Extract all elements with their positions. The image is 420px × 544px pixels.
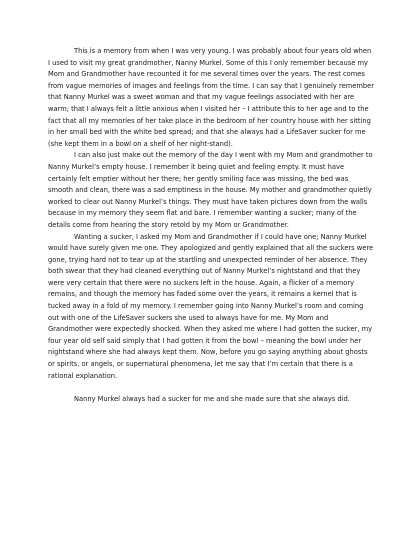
paragraph-2: I can also just make out the memory of the day I went with my Mom and grandmother to Nanny Murkel’s empty house. I remember it being quiet and feeling empty. It must have certainly felt emptier without her there; her gently smiling face was missing, the bed was smooth and clean, there was a sad emptiness in the house. My mother and grandmother quietly worked to clear out Nanny Murkel’s things. They must have taken pictures down from the walls because in my memory they seem flat and bare. I remember wanting a sucker; many of the details come from hearing the story retold by my Mom or Grandmother.: [48, 151, 373, 229]
document-page: [48, 46, 374, 405]
paragraph-1: This is a memory from when I was very young. I was probably about four years old when I used to visit my great grandmother, Nanny Murkel. Some of this I only remember because my Mom and Grandmother have recounted it for me several times over the years. The rest comes from vague memories of images and feelings from the time. I can say that I genuinely remember that Nanny Murkel was a sweet woman and that my vague feelings associated with her are warm; that I always felt a little anxious when I visited her – I attribute this to her age and to the fact that all my memories of her take place in the bedroom of her country house with her sitting in her small bed with the white bed spread; and that she always had a LifeSaver sucker for me (she kept them in a bowl on a shelf of her night-stand).: [48, 47, 374, 148]
paragraph-4: Nanny Murkel always had a sucker for me and she made sure that she always did.: [74, 394, 350, 403]
paragraph-3: Wanting a sucker, I asked my Mom and Grandmother if I could have one; Nanny Murkel would have surely given me one. They apologized and gently explained that all the suckers were gone, trying hard not to tear up at the startling and unexpected reminder of her absence. They both swear that they had cleaned everything out of Nanny Murkel’s nightstand and that they were very certain that there were no suckers left in the house. Again, a flicker of a memory remains, and though the memory has faded some over the years, it remains a kernel that is tucked away in a fold of my memory. I remember going into Nanny Murkel’s room and coming out with one of the LifeSaver suckers she used to always have for me. My Mom and Grandmother were expectedly shocked. When they asked me where I had gotten the sucker, my four year old self said simply that I had gotten it from the bowl – meaning the bowl under her nightstand where she had always kept them. Now, before you go saying anything about ghosts or spirits, or angels, or supernatural phenomena, let me say that I’m certain that there is a rational explanation.: [48, 232, 374, 380]
